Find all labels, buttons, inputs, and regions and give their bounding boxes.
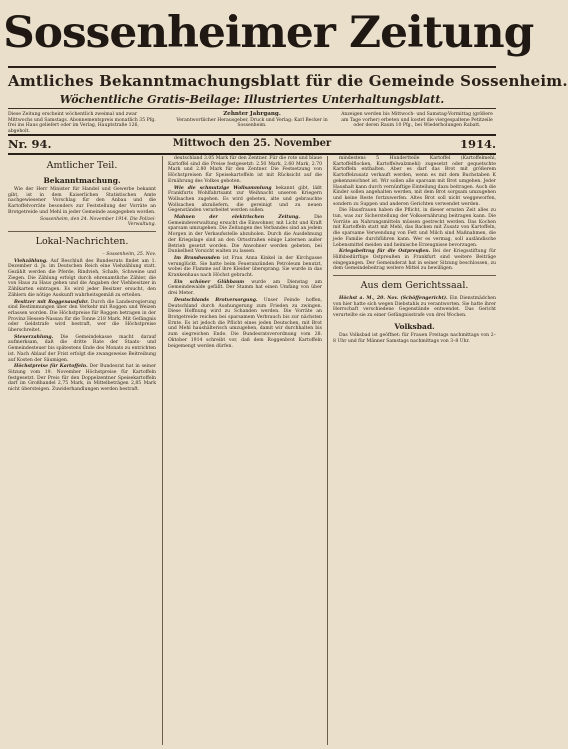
issue-year: 1914. <box>459 137 496 151</box>
article-paragraph: Besitzer mit Roggenausfuhr. Durch die Landesregierung sind Bestimmungen über den Verkehr mit Roggen und Weizen erlassen worden. Die Höchstpreise für Roggen betragen in der Provinz Hessen-Nassau für die Tonne 218 Mark. Mit Gefängnis oder Geldstrafe wird bestraft, wer die Höchstpreise überschreitet. <box>8 299 156 334</box>
newspaper-page <box>3 4 568 745</box>
article-paragraph: Mahnen der elektrischen Zeitung. Die Gemeindeverwaltung ersucht die Einwohner, mit Licht und Kraft sparsam umzugehen. Die Zeitungen des Verbandes sind an jedem Morgen in der Verkaufsstelle abzuholen. Durch die Ausdehnung der Kriegslage sind an den Ortsstraßen einige Laternen außer Betrieb gesetzt worden. Die Anwohner werden gebeten, bei Dunkelheit Vorsicht walten zu lassen. <box>168 215 322 255</box>
official-section-heading: Amtlicher Teil. <box>46 160 118 171</box>
column-divider <box>327 156 328 745</box>
issue-date: Mittwoch den 25. November <box>172 138 332 149</box>
article-paragraph: Steuerzahlung. Die Gemeindekasse macht darauf aufmerksam, daß die dritte Rate der Staats- und Gemeindesteuer bis spätestens Ende des Monats zu entrichten ist. Nach Ablauf der Frist erfolgt die zwangsweise Beitreibung auf Kosten der Säumigen. <box>8 334 156 363</box>
masthead-title: Sossenheimer Zeitung <box>3 8 534 58</box>
dateline: – Sossenheim, 25. Nov. <box>102 251 156 257</box>
article-paragraph: Ein schöner Glühbaum wurde am Dienstag am Gemeindewalde gefällt. Der Stamm hat einen Umfang von über drei Meter. <box>168 279 322 297</box>
issue-rule-top <box>8 134 496 136</box>
issue-rule-bottom <box>8 153 496 155</box>
volume-year: Zehnter Jahrgang. <box>223 111 281 117</box>
article-paragraph: Viehzählung. Auf Beschluß des Bundesrats findet am 1. Dezember d. Js. im Deutschen Reich eine Viehzählung statt. Gezählt werden die Pferde, Rindvieh, Schafe, Schweine und Ziegen. Die Zählung erfolgt durch ehrenamtliche Zähler, die von Haus zu Haus gehen und die Angaben der Viehbesitzer in Zählkarten eintragen. Es wird jeder Besitzer ersucht, den Zählern die nötige Auskunft wahrheitsgemäß zu erteilen. <box>8 258 156 298</box>
issue-number: Nr. 94. <box>8 137 52 151</box>
subtitle: Amtliches Bekanntmachungsblatt für die Gemeinde Sossenheim. <box>8 72 568 90</box>
notice-signature: Sossenheim, den 24. November 1914. Die Polizei-Verwaltung. <box>39 216 156 228</box>
info-rule-top <box>8 108 496 109</box>
local-news-heading: Lokal-Nachrichten. <box>35 235 129 247</box>
article-paragraph: Wie die schmutzige Wollsammlung bekannt gibt, läßt Frankfurts Wohlfahrtsamt zur Weihnacht unseren Kriegern Wollsachen zugehen. Es wird gebeten, alte und gebrauchte Wollsachen abzuliefern, die gereinigt und zu neuen Gegenständen verarbeitet werden sollen. <box>168 185 322 214</box>
notice-heading: Bekanntmachung. <box>43 176 121 185</box>
advertising-info: Anzeigen werden bis Mittwoch- und Samstag-Vormittag (größere am Tage vorher) erbeten und kostet die viergespaltene Petitzeile oder deren Raum 10 Pfg., bei Wiederholungen Rabatt. <box>341 112 493 129</box>
article-paragraph: Das Volksbad ist geöffnet: für Frauen Freitags nachmittags von 2–8 Uhr und für Männer Samstags nachmittags von 3–8 Uhr. <box>333 332 496 344</box>
section-rule <box>333 275 496 276</box>
article-paragraph: Deutschlands Brotversorgung. Unser Feinde hoffen, Deutschland durch Aushungerung zum Frieden zu zwingen. Diese Hoffnung wird zu Schanden werden. Die Vorräte an Brotgetreide reichen bei sparsamem Verbrauch bis zur nächsten Ernte. Es ist jedoch die Pflicht eines jeden Deutschen, mit Brot und Mehl haushälterisch umzugehen, damit wir durchhalten bis zum siegreichen Ende. Die Bundesratsverordnung vom 28. Oktober 1914 schreibt vor, daß dem Roggenbrot Kartoffeln beigemengt werden dürfen. <box>168 297 322 349</box>
column-divider <box>162 156 163 745</box>
column-2 <box>168 156 322 350</box>
article-paragraph: Die Hausfrauen haben die Pflicht, in dieser ernsten Zeit alles zu tun, was zur Sicherstellung der Volksernährung beitragen kann. Die Vorräte an Nahrungsmitteln müssen gestreckt werden. Das Kochen mit Kartoffeln statt mit Mehl, das Backen mit Zusatz von Kartoffeln, die sparsame Verwendung von Fett und Milch sind Maßnahmen, die jede Familie durchführen kann. Wer es vermag, soll ausländische Lebensmittel meiden und heimische Erzeugnisse bevorzugen. <box>333 208 496 248</box>
court-heading: Aus dem Gerichtssaal. <box>360 280 469 292</box>
supplement-line: Wöchentliche Gratis-Beilage: Illustriertes Unterhaltungsblatt. <box>59 93 445 106</box>
subscription-info: Diese Zeitung erscheint wöchentlich zweimal und zwar Mittwochs und Samstags. Abonnementspreis monatlich 35 Pfg. frei ins Haus geliefert oder im Verlag, Hauptstraße 126, abgeholt. <box>8 112 156 134</box>
article-paragraph: mindestens 5 Hundertteile Kartoffel (Kartoffelmehl, Kartoffelflocken, Kartoffelwalzmehl) zugesetzt oder gequetschte Kartoffeln enthalten. Aber es darf das Brot mit größerem Kartoffelzusatz verkauft werden, wenn es mit dem Buchstaben K gekennzeichnet ist. Wir sollen alle sparsam mit Brot umgehen. Jeder Haushalt kann durch vernünftige Einteilung dazu beitragen. Auch die Kinder sollen angehalten werden, mit dem Brot sorgsam umzugehen und keine Reste fortzuwerfen. Altes Brot soll nicht weggeworfen, sondern zu Suppen und anderen Gerichten verwendet werden. <box>333 156 497 207</box>
bath-heading: Volksbad. <box>394 321 435 331</box>
article-paragraph: deutschland 3.05 Mark für den Zentner. Für die rote und blaue Kartoffel sind die Preise festgesetzt: 2.50 Mark, 2.60 Mark, 2.70 Mark und 2.80 Mark für den Zentner. Die Festsetzung von Höchstpreisen für Speisekartoffeln ist mit Rücksicht auf die Ernährung des Volkes geboten. <box>168 156 322 184</box>
publisher-info <box>176 112 328 129</box>
section-rule <box>8 231 156 232</box>
issue-bar <box>8 137 496 151</box>
column-1 <box>8 156 156 394</box>
article-paragraph: Im Brandwunden ist Frau Anna Kinkel in der Kirchgasse verunglückt. Sie hatte beim Feueranzünden Petroleum benutzt, wobei die Flamme auf ihre Kleider übersprang. Sie wurde in das Krankenhaus nach Höchst gebracht. <box>168 255 322 279</box>
notice-text: Wie der Herr Minister für Handel und Gewerbe bekannt gibt, ist in dem Kaiserlichen Statistischen Amte nachgewiesener Vorschlag für den Anbau und die Kartoffelvorräte besonders zur Feststellung der Vorräte an Brotgetreide und Mehl in jeder Gemeinde ausgegeben worden. <box>8 187 156 215</box>
article-paragraph: Höchst a. M., 20. Nov. (Schöffengericht). Ein Dienstmädchen von hier hatte sich wegen Diebstahls zu verantworten. Sie hatte ihrer Herrschaft verschiedene Gegenstände entwendet. Das Gericht verurteilte sie zu einer Gefängnisstrafe von drei Wochen. <box>333 296 496 319</box>
masthead-rule <box>8 66 496 68</box>
article-paragraph: Kriegsbeitrag für die Ostpreußen. Bei der Kriegsstiftung für Hilfsbedürftige Ostpreußen in Frankfurt sind weitere Beiträge eingegangen. Der Gemeinderat hat in seiner Sitzung beschlossen, zu dem Gemeindebeitrag weitere Mittel zu bewilligen. <box>333 249 496 272</box>
column-3 <box>333 156 496 345</box>
publisher-text: Verantwortlicher Herausgeber, Druck und Verlag: Karl Becker in Sossenheim. <box>176 117 328 129</box>
article-paragraph: Höchstpreise für Kartoffeln. Der Bundesrat hat in seiner Sitzung vom 19. November Höchstpreise für Kartoffeln festgesetzt. Der Preis für den Doppelzentner Speisekartoffeln darf im Großhandel 2,75 Mark, in Mittelbeträgen 2,85 Mark nicht übersteigen. Zuwiderhandlungen werden bestraft. <box>8 364 156 393</box>
